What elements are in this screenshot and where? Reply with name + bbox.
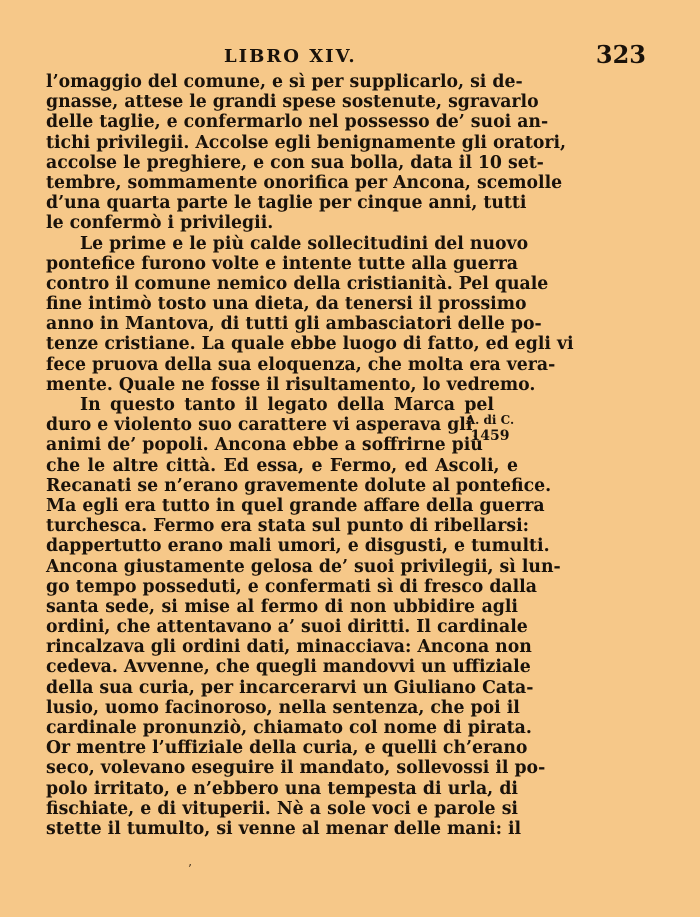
text-line: che le altre città. Ed essa, e Fermo, ed Ascoli, e xyxy=(46,455,518,476)
text-line: Recanati se n’erano gravemente dolute al pontefice. xyxy=(46,475,552,496)
text-line: cardinale pronunziò, chiamato col nome di pirata. xyxy=(46,718,532,738)
text-line: Or mentre l’uffiziale della curia, e quelli ch’erano xyxy=(46,738,528,759)
text-line: fece pruova della sua eloquenza, che molta era vera- xyxy=(46,354,556,375)
text-line: turchesca. Fermo era stata sul punto di ribellarsi: xyxy=(46,516,530,537)
text-line: duro e violento suo carattere vi asperava gli xyxy=(46,415,473,436)
text-line: tenze cristiane. La quale ebbe luogo di fatto, ed egli vi xyxy=(46,334,574,355)
text-line: gnasse, attese le grandi spese sostenute, sgravarlo xyxy=(46,92,539,113)
page-header xyxy=(48,40,652,70)
text-line: santa sede, si mise al fermo di non ubbidire agli xyxy=(46,596,518,617)
text-line: contro il comune nemico della cristianità. Pel quale xyxy=(46,273,549,294)
text-line: Ancona giustamente gelosa de’ suoi privilegii, sì lun- xyxy=(46,556,561,577)
text-line: go tempo posseduti, e confermati sì di fresco dalla xyxy=(46,576,537,597)
text-line: pontefice furono volte e intente tutte alla guerra xyxy=(46,253,518,274)
text-line: d’una quarta parte le taglie per cinque anni, tutti xyxy=(46,193,527,214)
text-line: rincalzava gli ordini dati, minacciava: Ancona non xyxy=(46,637,532,658)
page-number: 323 xyxy=(595,40,646,69)
text-line: fischiate, e di vituperii. Nè a sole voci e parole si xyxy=(46,798,518,819)
text-line: ordini, che attentavano a’ suoi diritti. Il cardinale xyxy=(46,617,528,638)
text-line: anno in Mantova, di tutti gli ambasciatori delle po- xyxy=(46,314,542,335)
body-text xyxy=(46,72,574,839)
text-line: animi de’ popoli. Ancona ebbe a soffrirne più xyxy=(46,435,483,456)
text-line: le confermò i privilegii. xyxy=(46,213,274,234)
text-line: lusio, uomo facinoroso, nella sentenza, che poi il xyxy=(46,697,520,718)
text-line: In questo tanto il legato della Marca pel xyxy=(80,395,494,415)
text-line: l’omaggio del comune, e sì per supplicarlo, si de- xyxy=(46,72,523,92)
text-line: fine intimò tosto una dieta, da tenersi il prossimo xyxy=(46,294,527,315)
text-line: tichi privilegii. Accolse egli benignamente gli oratori, xyxy=(46,132,567,153)
text-line: accolse le preghiere, e con sua bolla, data il 10 set- xyxy=(46,152,544,173)
text-line: seco, volevano eseguire il mandato, sollevossi il po- xyxy=(46,758,546,779)
text-line: delle taglie, e confermarlo nel possesso de’ suoi an- xyxy=(46,112,549,133)
stray-mark: ’ xyxy=(188,862,192,876)
text-line: Ma egli era tutto in quel grande affare della guerra xyxy=(46,495,545,516)
margin-note-year xyxy=(462,412,518,444)
text-line: mente. Quale ne fosse il risultamento, lo vedremo. xyxy=(46,374,536,395)
text-line: Le prime e le più calde sollecitudini del nuovo xyxy=(80,233,529,254)
text-line: tembre, sommamente onorifica per Ancona, scemolle xyxy=(46,172,563,193)
text-line: stette il tumulto, si venne al menar delle mani: il xyxy=(46,818,522,839)
text-line: della sua curia, per incarcerarvi un Giuliano Cata- xyxy=(46,677,534,698)
text-line: cedeva. Avvenne, che quegli mandovvi un uffiziale xyxy=(46,657,531,678)
running-head: LIBRO XIV. xyxy=(224,46,357,67)
text-line: dappertutto erano mali umori, e disgusti, e tumulti. xyxy=(46,536,550,557)
margin-note-label: A. di C. xyxy=(465,413,515,427)
margin-note-year-value: 1459 xyxy=(470,428,510,444)
text-line: polo irritato, e n’ebbero una tempesta di urla, di xyxy=(46,778,518,799)
